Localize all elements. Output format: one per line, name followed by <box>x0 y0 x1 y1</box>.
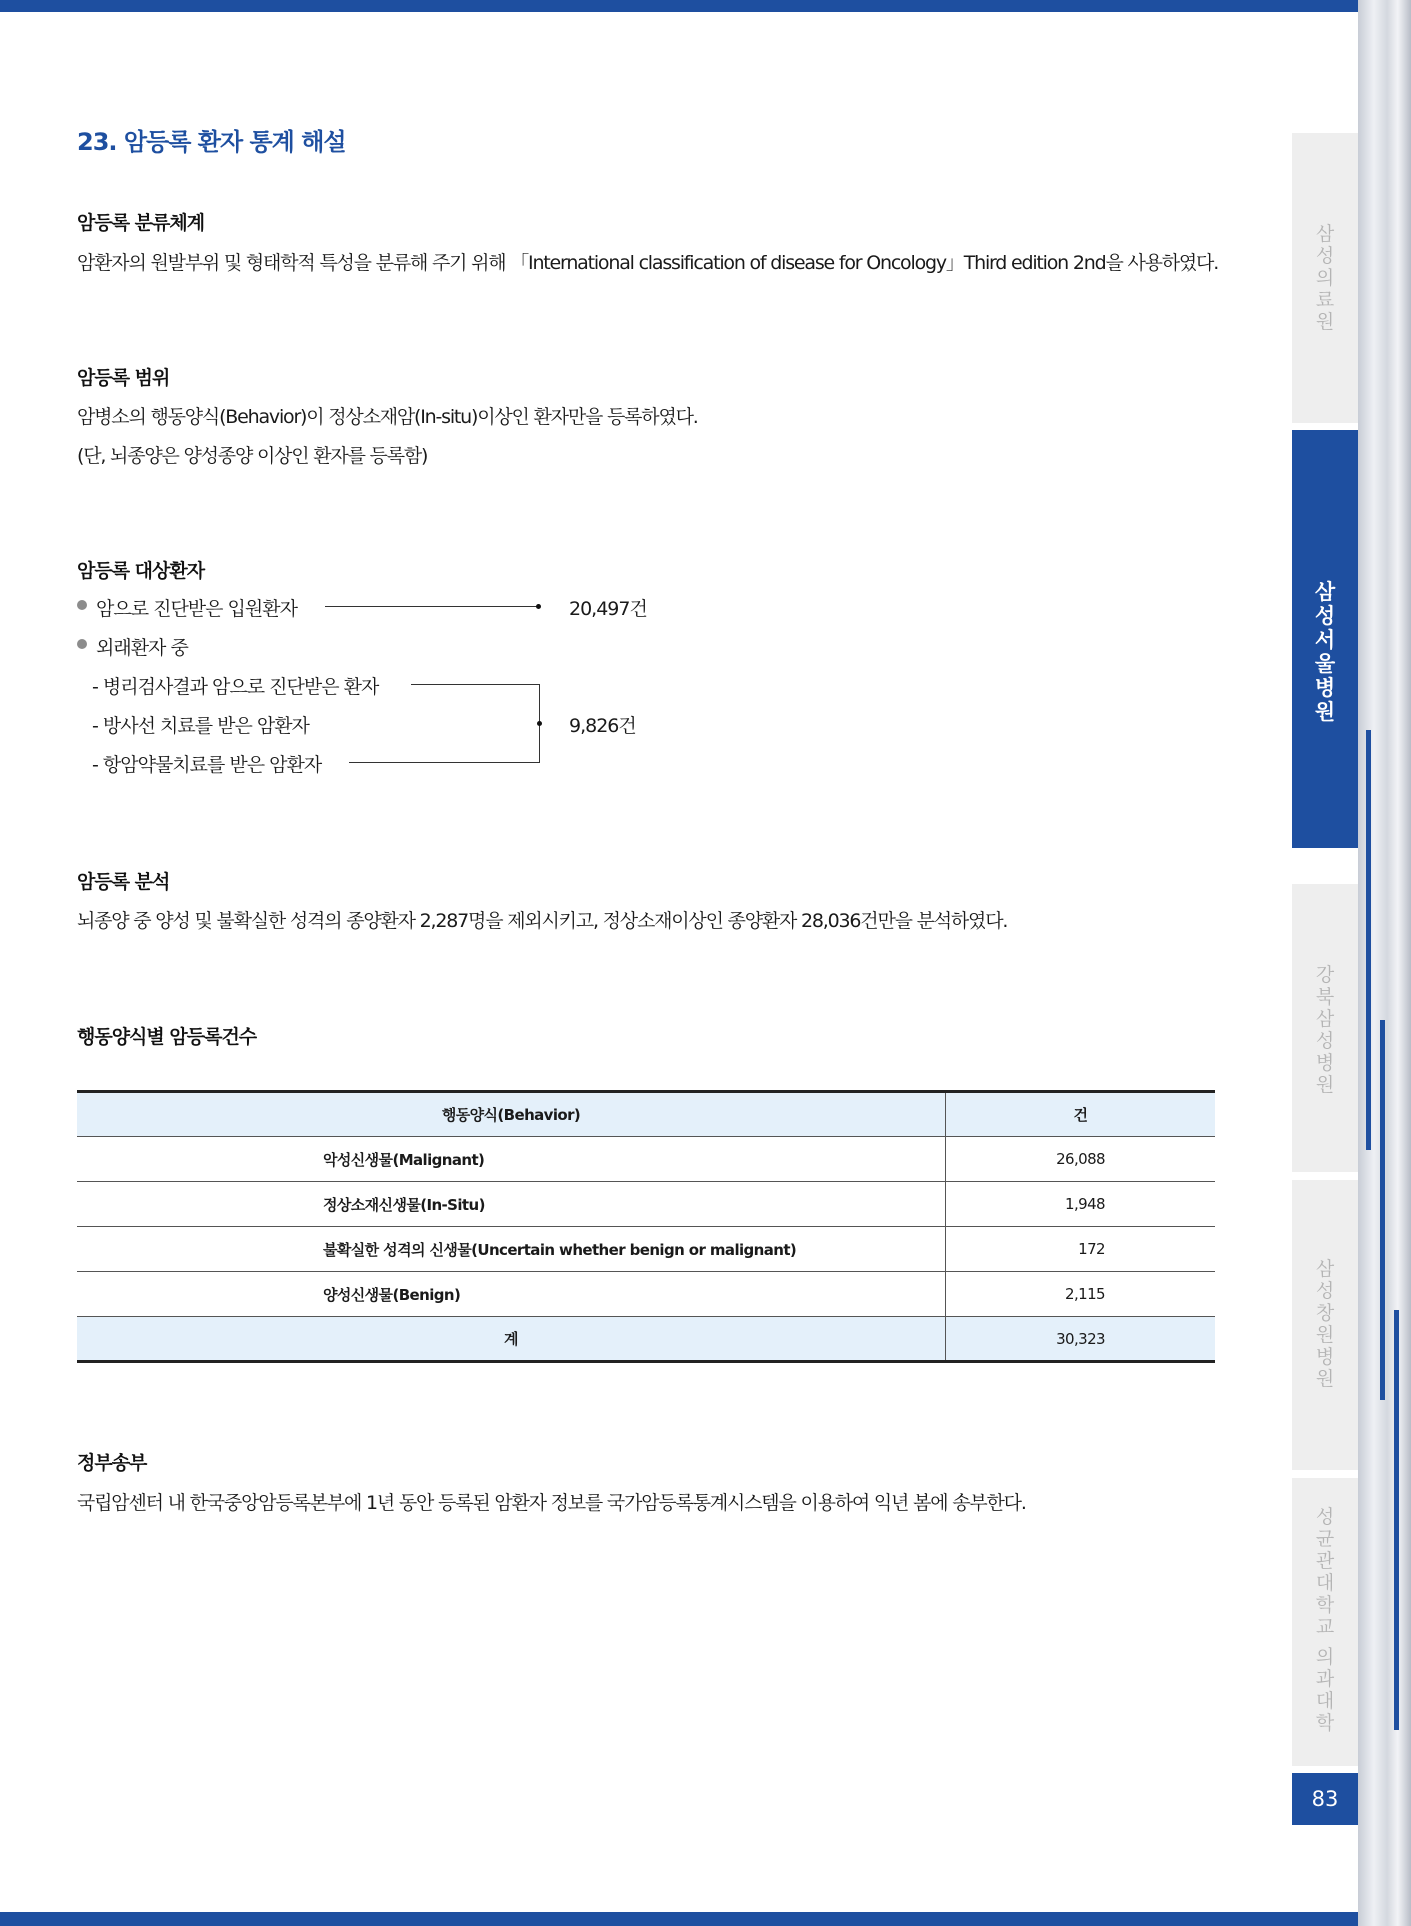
analysis-text: 뇌종양 중 양성 및 불확실한 성격의 종양환자 2,287명을 제외시키고, 정상소재이상인 종양환자 28,036건만을 분석하였다. <box>77 910 1008 932</box>
behavior-count-table <box>77 1090 1215 1363</box>
row-value: 26,088 <box>946 1137 1216 1182</box>
page-number: 83 <box>1292 1773 1358 1825</box>
row-label: 정상소재신생물(In-Situ) <box>323 1195 485 1214</box>
row-label: 악성신생물(Malignant) <box>323 1150 485 1169</box>
report-text: 국립암센터 내 한국중앙암등록본부에 1년 동안 등록된 암환자 정보를 국가암등록통계시스템을 이용하여 익년 봄에 송부한다. <box>77 1492 1026 1514</box>
tab-kangbuk-samsung-hospital[interactable] <box>1292 884 1358 1172</box>
header-count: 건 <box>946 1092 1216 1137</box>
table-total-row <box>77 1317 1215 1362</box>
total-value: 30,323 <box>946 1317 1216 1362</box>
total-label: 계 <box>504 1330 518 1348</box>
book-page-edge <box>1358 0 1411 1926</box>
row-value: 2,115 <box>946 1272 1216 1317</box>
connector-line <box>349 762 540 763</box>
table-row <box>77 1272 1215 1317</box>
connector-line <box>325 606 538 607</box>
report-heading: 정부송부 <box>77 1452 147 1474</box>
bullet-icon <box>77 600 87 610</box>
target-heading: 암등록 대상환자 <box>77 560 205 582</box>
table-heading: 행동양식별 암등록건수 <box>77 1026 257 1048</box>
target-item-inpatient: 암으로 진단받은 입원환자 <box>96 598 297 620</box>
classification-heading: 암등록 분류체계 <box>77 212 205 234</box>
connector-dot <box>537 721 542 726</box>
tab-samsung-seoul-hospital[interactable] <box>1292 430 1358 848</box>
target-sub-pathology: - 병리검사결과 암으로 진단받은 환자 <box>92 676 379 698</box>
analysis-heading: 암등록 분석 <box>77 871 170 893</box>
table-row <box>77 1227 1215 1272</box>
row-value: 172 <box>946 1227 1216 1272</box>
tab-samsung-changwon-hospital[interactable] <box>1292 1180 1358 1470</box>
row-label: 양성신생물(Benign) <box>323 1285 461 1304</box>
edge-stripe <box>1380 1020 1385 1400</box>
tab-label: 성 균 관 대 학 교 의 과 대 학 <box>1315 1506 1335 1734</box>
scope-text-line2: (단, 뇌종양은 양성종양 이상인 환자를 등록함) <box>77 445 428 467</box>
target-sub-chemo: - 항암약물치료를 받은 암환자 <box>92 754 322 776</box>
table-row <box>77 1182 1215 1227</box>
scope-text-line1: 암병소의 행동양식(Behavior)이 정상소재암(In-situ)이상인 환자만을 등록하였다. <box>77 406 698 428</box>
page-title: 23. 암등록 환자 통계 해설 <box>77 128 346 156</box>
tab-samsung-medical-center[interactable] <box>1292 133 1358 423</box>
table-header-row <box>77 1092 1215 1137</box>
row-value: 1,948 <box>946 1182 1216 1227</box>
outpatient-count: 9,826건 <box>569 715 636 737</box>
tab-label: 삼 성 창 원 병 원 <box>1315 1258 1335 1390</box>
target-sub-radiation: - 방사선 치료를 받은 암환자 <box>92 715 309 737</box>
inpatient-count: 20,497건 <box>569 598 647 620</box>
tab-label: 삼 성 의 료 원 <box>1315 223 1335 333</box>
tab-skku-medicine[interactable] <box>1292 1478 1358 1766</box>
target-item-outpatient: 외래환자 중 <box>96 637 188 659</box>
connector-line <box>411 684 540 685</box>
edge-stripe <box>1394 1310 1399 1730</box>
tab-label: 강 북 삼 성 병 원 <box>1315 964 1335 1096</box>
tab-label: 삼 성 서 울 병 원 <box>1314 580 1336 724</box>
top-border <box>0 0 1360 12</box>
table-row <box>77 1137 1215 1182</box>
header-behavior: 행동양식(Behavior) <box>77 1092 946 1137</box>
bullet-icon <box>77 639 87 649</box>
connector-dot <box>536 604 541 609</box>
classification-text: 암환자의 원발부위 및 형태학적 특성을 분류해 주기 위해 「International classification of disease for Oncology」Third edition 2nd을 사용하였다. <box>77 252 1219 274</box>
edge-stripe <box>1366 730 1371 1150</box>
scope-heading: 암등록 범위 <box>77 367 170 389</box>
row-label: 불확실한 성격의 신생물(Uncertain whether benign or malignant) <box>323 1240 797 1259</box>
bottom-border <box>0 1912 1360 1926</box>
